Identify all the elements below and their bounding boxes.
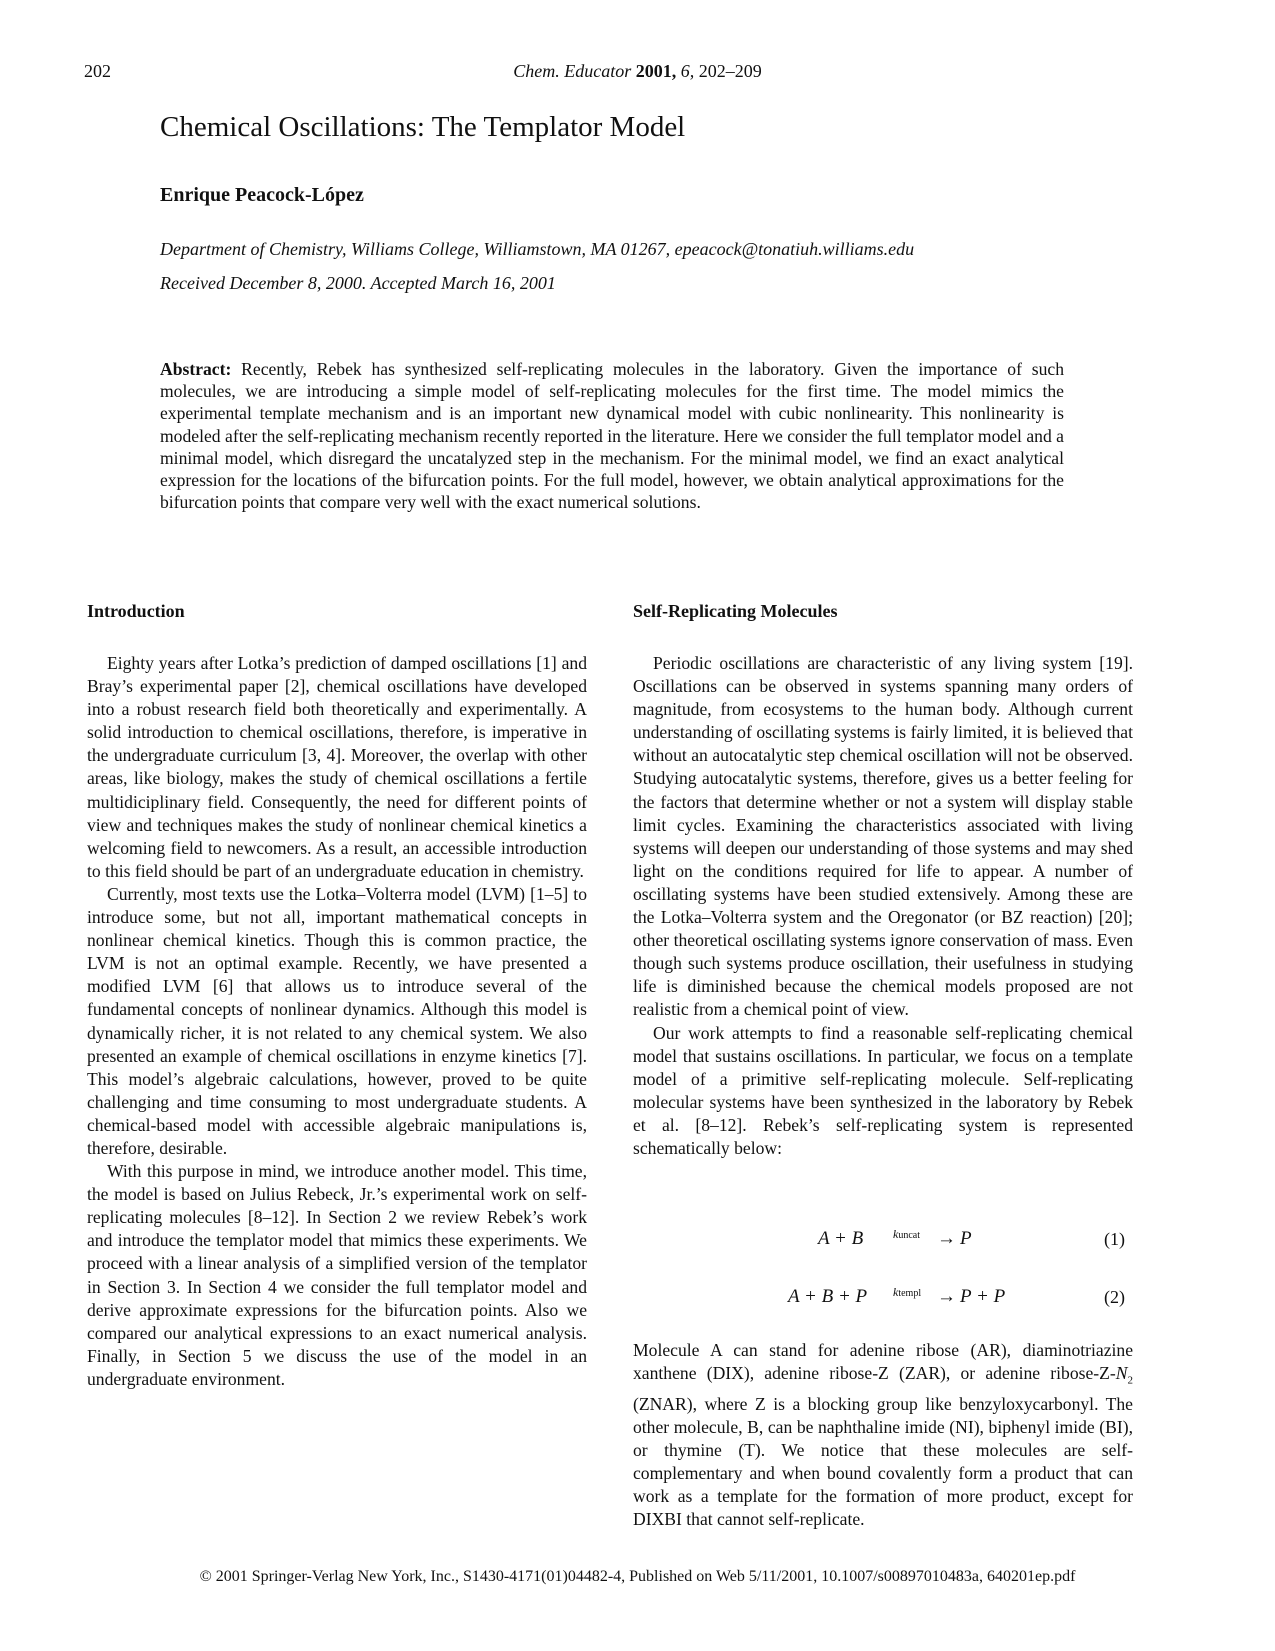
equation-2-arrow: → [937,1286,956,1307]
equation-1-number: (1) [1104,1229,1125,1249]
article-title: Chemical Oscillations: The Templator Model [160,111,686,143]
equation-1-rate [893,1222,920,1244]
molecule-text-part-2: (ZNAR), where Z is a blocking group like benzyloxycarbonyl. The other molecule, B, can be naphthaline imide (NI), biphenyl imide (BI), or thymine (T). We notice that these molecules are self-complementary and when bound covalently form a product that can work as a template for the formation of more product, except for DIXBI that cannot self-replicate. [633,1393,1133,1530]
equation-2-k: k [893,1285,899,1299]
molecule-description [633,1339,1133,1531]
n-symbol: N [1115,1363,1128,1384]
journal-pages: 202–209 [698,61,762,81]
equation-1-lhs: A + B [818,1228,864,1249]
selfrep-paragraph-2: Our work attempts to find a reasonable self-replicating chemical model that sustains oscillations. In particular, we focus on a template model of a primitive self-replicating molecule. Self-replicating molecular systems have been synthesized in the laboratory by Rebek et al. [8–12]. Rebek’s self-replicating system is represented schematically below: [633,1022,1133,1158]
journal-header [0,61,1275,82]
author-affiliation: Department of Chemistry, Williams College, Williamstown, MA 01267, epeacock@tonatiuh.williams.edu [160,239,915,259]
equation-1-arrow: → [937,1228,956,1249]
journal-name: Chem. Educator [513,61,632,81]
equation-1-k: k [893,1227,899,1241]
journal-year: 2001, [635,61,677,81]
self-replicating-heading: Self-Replicating Molecules [633,601,838,621]
equation-1-k-sub: uncat [898,1230,920,1241]
introduction-body [87,652,587,1391]
equation-2-number: (2) [1104,1287,1125,1307]
n-subscript: 2 [1127,1374,1133,1387]
abstract-label: Abstract: [160,359,232,379]
introduction-heading: Introduction [87,601,185,621]
equation-2-lhs: A + B + P [788,1286,868,1307]
equation-2-k-sub: templ [898,1288,922,1299]
equation-1-rhs: P [960,1228,972,1249]
copyright-footer: © 2001 Springer-Verlag New York, Inc., S1430-4171(01)04482-4, Published on Web 5/11/2001, 10.1007/s00897010483a, 640201ep.pdf [199,1568,1076,1585]
selfrep-paragraph-1: Periodic oscillations are characteristic of any living system [19]. Oscillations can be observed in systems spanning many orders of magnitude, from ecosystems to the human body. Although current understanding of oscillating systems is fairly limited, it is believed that without an autocatalytic step chemical oscillation will not be observed. Studying autocatalytic systems, therefore, gives us a better feeling for the factors that determine whether or not a system will display stable limit cycles. Examining the characteristics associated with living systems will deepen our understanding of those systems and may shed light on the conditions required for life to appear. A number of oscillating systems have been studied extensively. Among these are the Lotka–Volterra system and the Oregonator (or BZ reaction) [20]; other theoretical oscillating systems ignore conservation of mass. Even though such systems produce oscillation, their usefulness in studying life is diminished because the chemical models proposed are not realistic from a chemical point of view. [633,653,1133,1020]
page-number: 202 [84,61,111,81]
intro-paragraph-2: Currently, most texts use the Lotka–Volterra model (LVM) [1–5] to introduce some, but not all, important mathematical concepts in nonlinear chemical kinetics. Though this is common practice, the LVM is not an optimal example. Recently, we have presented a modified LVM [6] that allows us to introduce several of the fundamental concepts of nonlinear dynamics. Although this model is dynamically richer, it is not related to any chemical system. We also presented an example of chemical oscillations in enzyme kinetics [7]. This model’s algebraic calculations, however, proved to be quite challenging and time consuming to most undergraduate students. A chemical-based model with accessible algebraic manipulations is, therefore, desirable. [87,883,587,1158]
article-author: Enrique Peacock-López [160,184,364,206]
abstract [160,358,1064,513]
journal-volume: 6, [680,61,695,81]
equation-2-rhs: P + P [960,1286,1006,1307]
molecule-text-part-1: Molecule A can stand for adenine ribose (AR), diaminotriazine xanthene (DIX), adenine ribose-Z (ZAR), or adenine ribose-Z- [633,1340,1133,1384]
equation-2-rate [893,1280,921,1302]
received-date: Received December 8, 2000. Accepted March 16, 2001 [160,273,556,293]
intro-paragraph-3: With this purpose in mind, we introduce another model. This time, the model is based on Julius Rebeck, Jr.’s experimental work on self-replicating molecules [8–12]. In Section 2 we review Rebek’s work and introduce the templator model that mimics these experiments. We proceed with a linear analysis of a simplified version of the templator in Section 3. In Section 4 we consider the full templator model and derive approximate expressions for the bifurcation points. Also we compared our analytical expressions to an exact numerical analysis. Finally, in Section 5 we discuss the use of the model in an undergraduate environment. [87,1161,587,1389]
abstract-text: Recently, Rebek has synthesized self-replicating molecules in the laboratory. Given the importance of such molecules, we are introducing a simple model of self-replicating molecules for the first time. The model mimics the experimental template mechanism and is an important new dynamical model with cubic nonlinearity. This nonlinearity is modeled after the self-replicating mechanism recently reported in the literature. Here we consider the full templator model and a minimal model, which disregard the uncatalyzed step in the mechanism. For the minimal model, we find an exact analytical expression for the locations of the bifurcation points. For the full model, however, we obtain analytical approximations for the bifurcation points that compare very well with the exact numerical solutions. [160,359,1064,513]
molecule-paragraph [633,1339,1133,1531]
intro-paragraph-1: Eighty years after Lotka’s prediction of damped oscillations [1] and Bray’s experimental paper [2], chemical oscillations have developed into a robust research field both theoretically and experimentally. A solid introduction to chemical oscillations, therefore, is imperative in the undergraduate curriculum [3, 4]. Moreover, the overlap with other areas, like biology, makes the study of chemical oscillations a fertile multidiciplinary field. Consequently, the need for different points of view and techniques makes the study of nonlinear chemical kinetics a welcoming field to newcomers. As a result, an accessible introduction to this field should be part of an undergraduate education in chemistry. [87,653,587,881]
self-replicating-body [633,652,1133,1160]
